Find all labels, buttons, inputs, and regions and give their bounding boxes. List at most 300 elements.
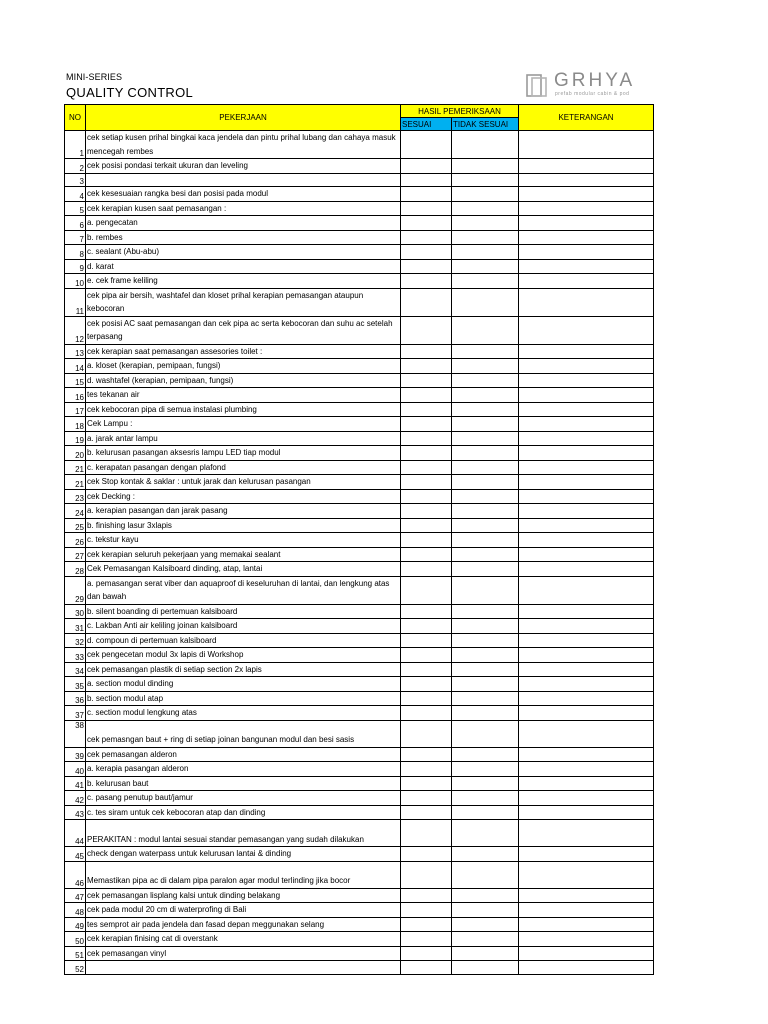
notes-cell[interactable] <box>519 747 654 762</box>
check-not-ok-cell[interactable] <box>452 504 519 519</box>
table-row <box>65 677 654 692</box>
table-row <box>65 373 654 388</box>
row-number: 21 <box>65 460 86 475</box>
table-row <box>65 604 654 619</box>
check-not-ok-cell[interactable] <box>452 216 519 231</box>
check-not-ok-cell[interactable] <box>452 201 519 216</box>
header-not-ok: TIDAK SESUAI <box>452 118 519 131</box>
row-number: 38 <box>65 720 86 747</box>
row-task: Cek Pemasangan Kalsiboard dinding, atap, lantai <box>86 562 401 577</box>
check-not-ok-cell[interactable] <box>452 619 519 634</box>
notes-cell[interactable] <box>519 475 654 490</box>
check-ok-cell[interactable] <box>401 173 452 187</box>
check-not-ok-cell[interactable] <box>452 720 519 747</box>
check-ok-cell[interactable] <box>401 946 452 961</box>
row-task: c. section modul lengkung atas <box>86 706 401 721</box>
check-not-ok-cell[interactable] <box>452 662 519 677</box>
check-not-ok-cell[interactable] <box>452 274 519 289</box>
check-ok-cell[interactable] <box>401 288 452 316</box>
row-task: Memastikan pipa ac di dalam pipa paralon agar modul terlinding jika bocor <box>86 861 401 888</box>
row-task: b. finishing lasur 3xlapis <box>86 518 401 533</box>
notes-cell[interactable] <box>519 847 654 862</box>
notes-cell[interactable] <box>519 805 654 820</box>
check-not-ok-cell[interactable] <box>452 230 519 245</box>
table-row <box>65 359 654 374</box>
notes-cell[interactable] <box>519 159 654 174</box>
check-ok-cell[interactable] <box>401 245 452 260</box>
notes-cell[interactable] <box>519 344 654 359</box>
check-not-ok-cell[interactable] <box>452 460 519 475</box>
row-task: cek posisi pondasi terkait ukuran dan leveling <box>86 159 401 174</box>
row-task: cek pemasangan lisplang kalsi untuk dinding belakang <box>86 888 401 903</box>
row-number: 37 <box>65 706 86 721</box>
notes-cell[interactable] <box>519 706 654 721</box>
table-row <box>65 201 654 216</box>
notes-cell[interactable] <box>519 245 654 260</box>
check-ok-cell[interactable] <box>401 274 452 289</box>
check-ok-cell[interactable] <box>401 216 452 231</box>
check-ok-cell[interactable] <box>401 131 452 159</box>
table-row <box>65 159 654 174</box>
row-task: check dengan waterpass untuk kelurusan lantai & dinding <box>86 847 401 862</box>
row-number: 15 <box>65 373 86 388</box>
notes-cell[interactable] <box>519 373 654 388</box>
row-task: cek kerapian finising cat di overstank <box>86 932 401 947</box>
notes-cell[interactable] <box>519 720 654 747</box>
notes-cell[interactable] <box>519 932 654 947</box>
check-ok-cell[interactable] <box>401 861 452 888</box>
check-not-ok-cell[interactable] <box>452 747 519 762</box>
check-not-ok-cell[interactable] <box>452 576 519 604</box>
row-task: c. kerapatan pasangan dengan plafond <box>86 460 401 475</box>
check-ok-cell[interactable] <box>401 230 452 245</box>
row-number: 36 <box>65 691 86 706</box>
row-task: cek kerapian seluruh pekerjaan yang memakai sealant <box>86 547 401 562</box>
check-ok-cell[interactable] <box>401 932 452 947</box>
check-not-ok-cell[interactable] <box>452 847 519 862</box>
header-result: HASIL PEMERIKSAAN <box>401 105 519 118</box>
row-number: 17 <box>65 402 86 417</box>
row-number: 51 <box>65 946 86 961</box>
row-task: b. rembes <box>86 230 401 245</box>
notes-cell[interactable] <box>519 903 654 918</box>
row-number: 42 <box>65 791 86 806</box>
table-row <box>65 776 654 791</box>
row-task: e. cek frame keliling <box>86 274 401 289</box>
check-not-ok-cell[interactable] <box>452 547 519 562</box>
row-task: cek posisi AC saat pemasangan dan cek pipa ac serta kebocoran dan suhu ac setelah terpasang <box>86 316 401 344</box>
check-not-ok-cell[interactable] <box>452 691 519 706</box>
check-not-ok-cell[interactable] <box>452 316 519 344</box>
check-not-ok-cell[interactable] <box>452 888 519 903</box>
row-task: a. section modul dinding <box>86 677 401 692</box>
table-row <box>65 245 654 260</box>
row-number: 13 <box>65 344 86 359</box>
row-number: 14 <box>65 359 86 374</box>
row-number: 20 <box>65 446 86 461</box>
table-row <box>65 518 654 533</box>
check-ok-cell[interactable] <box>401 619 452 634</box>
check-not-ok-cell[interactable] <box>452 706 519 721</box>
row-task: cek pemasngan baut + ring di setiap joinan bangunan modul dan besi sasis <box>86 720 401 747</box>
row-task: b. kelurusan baut <box>86 776 401 791</box>
table-row <box>65 489 654 504</box>
notes-cell[interactable] <box>519 547 654 562</box>
table-row <box>65 460 654 475</box>
check-ok-cell[interactable] <box>401 961 452 975</box>
check-ok-cell[interactable] <box>401 201 452 216</box>
document-subtitle: MINI-SERIES <box>66 72 123 82</box>
check-ok-cell[interactable] <box>401 446 452 461</box>
row-number: 29 <box>65 576 86 604</box>
row-number: 4 <box>65 187 86 202</box>
check-ok-cell[interactable] <box>401 720 452 747</box>
check-ok-cell[interactable] <box>401 431 452 446</box>
check-ok-cell[interactable] <box>401 917 452 932</box>
check-not-ok-cell[interactable] <box>452 388 519 403</box>
row-number: 5 <box>65 201 86 216</box>
check-ok-cell[interactable] <box>401 187 452 202</box>
check-not-ok-cell[interactable] <box>452 446 519 461</box>
row-task: tes semprot air pada jendela dan fasad depan meggunakan selang <box>86 917 401 932</box>
notes-cell[interactable] <box>519 917 654 932</box>
check-not-ok-cell[interactable] <box>452 187 519 202</box>
notes-cell[interactable] <box>519 633 654 648</box>
header-no: NO <box>65 105 86 131</box>
row-number: 41 <box>65 776 86 791</box>
row-task: d. karat <box>86 259 401 274</box>
table-row <box>65 847 654 862</box>
notes-cell[interactable] <box>519 604 654 619</box>
check-ok-cell[interactable] <box>401 747 452 762</box>
check-ok-cell[interactable] <box>401 791 452 806</box>
check-not-ok-cell[interactable] <box>452 946 519 961</box>
notes-cell[interactable] <box>519 562 654 577</box>
notes-cell[interactable] <box>519 518 654 533</box>
row-task: a. kloset (kerapian, pemipaan, fungsi) <box>86 359 401 374</box>
notes-cell[interactable] <box>519 504 654 519</box>
table-row <box>65 131 654 159</box>
check-not-ok-cell[interactable] <box>452 518 519 533</box>
row-number: 3 <box>65 173 86 187</box>
notes-cell[interactable] <box>519 861 654 888</box>
check-not-ok-cell[interactable] <box>452 932 519 947</box>
check-ok-cell[interactable] <box>401 847 452 862</box>
notes-cell[interactable] <box>519 402 654 417</box>
check-ok-cell[interactable] <box>401 805 452 820</box>
check-not-ok-cell[interactable] <box>452 533 519 548</box>
check-ok-cell[interactable] <box>401 504 452 519</box>
row-task: cek kerapian saat pemasangan assesories toilet : <box>86 344 401 359</box>
notes-cell[interactable] <box>519 662 654 677</box>
row-number: 50 <box>65 932 86 947</box>
notes-cell[interactable] <box>519 691 654 706</box>
table-row <box>65 230 654 245</box>
row-number: 18 <box>65 417 86 432</box>
header-notes: KETERANGAN <box>519 105 654 131</box>
table-row <box>65 706 654 721</box>
table-row <box>65 187 654 202</box>
row-task: c. sealant (Abu-abu) <box>86 245 401 260</box>
row-number: 12 <box>65 316 86 344</box>
row-task: b. section modul atap <box>86 691 401 706</box>
row-task: a. jarak antar lampu <box>86 431 401 446</box>
notes-cell[interactable] <box>519 576 654 604</box>
check-not-ok-cell[interactable] <box>452 917 519 932</box>
row-number: 1 <box>65 131 86 159</box>
row-number: 23 <box>65 489 86 504</box>
logo-wordmark: GRHYA <box>554 70 636 91</box>
check-ok-cell[interactable] <box>401 604 452 619</box>
row-number: 30 <box>65 604 86 619</box>
table-row <box>65 961 654 975</box>
row-task: c. Lakban Anti air keliling joinan kalsiboard <box>86 619 401 634</box>
row-number: 8 <box>65 245 86 260</box>
row-number: 33 <box>65 648 86 663</box>
row-task: cek kesesuaian rangka besi dan posisi pada modul <box>86 187 401 202</box>
row-number: 26 <box>65 533 86 548</box>
row-number: 32 <box>65 633 86 648</box>
check-not-ok-cell[interactable] <box>452 431 519 446</box>
check-ok-cell[interactable] <box>401 677 452 692</box>
check-ok-cell[interactable] <box>401 489 452 504</box>
row-task: b. silent boanding di pertemuan kalsiboard <box>86 604 401 619</box>
row-task: cek setiap kusen prihal bingkai kaca jendela dan pintu prihal lubang dan cahaya masuk mencegah rembes <box>86 131 401 159</box>
check-not-ok-cell[interactable] <box>452 776 519 791</box>
check-ok-cell[interactable] <box>401 576 452 604</box>
check-ok-cell[interactable] <box>401 547 452 562</box>
notes-cell[interactable] <box>519 173 654 187</box>
document-title: QUALITY CONTROL <box>66 85 194 100</box>
table-row <box>65 888 654 903</box>
header-ok: SESUAI <box>401 118 452 131</box>
table-row <box>65 619 654 634</box>
notes-cell[interactable] <box>519 791 654 806</box>
row-number: 39 <box>65 747 86 762</box>
row-number: 11 <box>65 288 86 316</box>
check-ok-cell[interactable] <box>401 359 452 374</box>
check-ok-cell[interactable] <box>401 888 452 903</box>
check-not-ok-cell[interactable] <box>452 489 519 504</box>
notes-cell[interactable] <box>519 288 654 316</box>
check-ok-cell[interactable] <box>401 475 452 490</box>
table-row <box>65 446 654 461</box>
quality-control-table <box>64 104 654 975</box>
table-row <box>65 388 654 403</box>
check-not-ok-cell[interactable] <box>452 805 519 820</box>
row-number: 25 <box>65 518 86 533</box>
row-task: a. kerapia pasangan alderon <box>86 762 401 777</box>
notes-cell[interactable] <box>519 677 654 692</box>
table-row <box>65 288 654 316</box>
check-not-ok-cell[interactable] <box>452 288 519 316</box>
table-row <box>65 316 654 344</box>
row-task: cek pemasangan plastik di setiap section 2x lapis <box>86 662 401 677</box>
check-ok-cell[interactable] <box>401 344 452 359</box>
check-not-ok-cell[interactable] <box>452 562 519 577</box>
notes-cell[interactable] <box>519 648 654 663</box>
notes-cell[interactable] <box>519 187 654 202</box>
notes-cell[interactable] <box>519 820 654 847</box>
notes-cell[interactable] <box>519 776 654 791</box>
notes-cell[interactable] <box>519 359 654 374</box>
row-number: 49 <box>65 917 86 932</box>
check-not-ok-cell[interactable] <box>452 402 519 417</box>
row-task <box>86 961 401 975</box>
check-ok-cell[interactable] <box>401 633 452 648</box>
row-task: d. compoun di pertemuan kalsiboard <box>86 633 401 648</box>
check-ok-cell[interactable] <box>401 373 452 388</box>
row-number: 43 <box>65 805 86 820</box>
table-row <box>65 547 654 562</box>
check-not-ok-cell[interactable] <box>452 961 519 975</box>
table-row <box>65 917 654 932</box>
row-number: 16 <box>65 388 86 403</box>
check-ok-cell[interactable] <box>401 518 452 533</box>
table-row <box>65 274 654 289</box>
notes-cell[interactable] <box>519 230 654 245</box>
row-task: cek pada modul 20 cm di waterprofing di Bali <box>86 903 401 918</box>
table-row <box>65 720 654 747</box>
check-not-ok-cell[interactable] <box>452 903 519 918</box>
check-ok-cell[interactable] <box>401 402 452 417</box>
row-number: 46 <box>65 861 86 888</box>
notes-cell[interactable] <box>519 259 654 274</box>
row-task <box>86 173 401 187</box>
notes-cell[interactable] <box>519 888 654 903</box>
check-ok-cell[interactable] <box>401 316 452 344</box>
check-not-ok-cell[interactable] <box>452 633 519 648</box>
check-ok-cell[interactable] <box>401 460 452 475</box>
table-row <box>65 576 654 604</box>
logo-tagline: prefab modular cabin & pod <box>555 91 630 97</box>
notes-cell[interactable] <box>519 446 654 461</box>
check-ok-cell[interactable] <box>401 762 452 777</box>
check-not-ok-cell[interactable] <box>452 475 519 490</box>
row-number: 31 <box>65 619 86 634</box>
check-ok-cell[interactable] <box>401 648 452 663</box>
notes-cell[interactable] <box>519 316 654 344</box>
row-task: a. pemasangan serat viber dan aquaproof di keseluruhan di lantai, dan lengkung atas dan bawah <box>86 576 401 604</box>
row-number: 34 <box>65 662 86 677</box>
check-not-ok-cell[interactable] <box>452 359 519 374</box>
row-number: 35 <box>65 677 86 692</box>
row-task: cek kerapian kusen saat pemasangan : <box>86 201 401 216</box>
notes-cell[interactable] <box>519 201 654 216</box>
notes-cell[interactable] <box>519 533 654 548</box>
notes-cell[interactable] <box>519 131 654 159</box>
row-task: c. tes siram untuk cek kebocoran atap dan dinding <box>86 805 401 820</box>
row-task: cek kebocoran pipa di semua instalasi plumbing <box>86 402 401 417</box>
check-ok-cell[interactable] <box>401 776 452 791</box>
row-number: 2 <box>65 159 86 174</box>
check-ok-cell[interactable] <box>401 820 452 847</box>
company-logo <box>524 72 648 100</box>
check-not-ok-cell[interactable] <box>452 677 519 692</box>
check-ok-cell[interactable] <box>401 903 452 918</box>
row-task: cek pemasangan vinyl <box>86 946 401 961</box>
table-row <box>65 475 654 490</box>
row-number: 52 <box>65 961 86 975</box>
table-row <box>65 805 654 820</box>
notes-cell[interactable] <box>519 417 654 432</box>
check-not-ok-cell[interactable] <box>452 861 519 888</box>
check-ok-cell[interactable] <box>401 388 452 403</box>
table-row <box>65 861 654 888</box>
check-ok-cell[interactable] <box>401 159 452 174</box>
notes-cell[interactable] <box>519 946 654 961</box>
check-not-ok-cell[interactable] <box>452 648 519 663</box>
table-row <box>65 747 654 762</box>
table-row <box>65 946 654 961</box>
check-not-ok-cell[interactable] <box>452 159 519 174</box>
row-task: Cek Lampu : <box>86 417 401 432</box>
check-not-ok-cell[interactable] <box>452 762 519 777</box>
check-not-ok-cell[interactable] <box>452 173 519 187</box>
check-ok-cell[interactable] <box>401 691 452 706</box>
row-task: cek Decking : <box>86 489 401 504</box>
row-task: a. pengecatan <box>86 216 401 231</box>
check-ok-cell[interactable] <box>401 562 452 577</box>
notes-cell[interactable] <box>519 216 654 231</box>
row-task: cek pipa air bersih, washtafel dan kloset prihal kerapian pemasangan ataupun kebocoran <box>86 288 401 316</box>
row-number: 48 <box>65 903 86 918</box>
row-number: 45 <box>65 847 86 862</box>
notes-cell[interactable] <box>519 274 654 289</box>
check-ok-cell[interactable] <box>401 533 452 548</box>
check-ok-cell[interactable] <box>401 706 452 721</box>
row-number: 27 <box>65 547 86 562</box>
notes-cell[interactable] <box>519 619 654 634</box>
table-row <box>65 344 654 359</box>
check-not-ok-cell[interactable] <box>452 373 519 388</box>
check-ok-cell[interactable] <box>401 662 452 677</box>
table-row <box>65 504 654 519</box>
notes-cell[interactable] <box>519 489 654 504</box>
row-task: a. kerapian pasangan dan jarak pasang <box>86 504 401 519</box>
table-row <box>65 762 654 777</box>
check-not-ok-cell[interactable] <box>452 259 519 274</box>
table-row <box>65 562 654 577</box>
row-task: PERAKITAN : modul lantai sesuai standar pemasangan yang sudah dilakukan <box>86 820 401 847</box>
notes-cell[interactable] <box>519 460 654 475</box>
table-row <box>65 820 654 847</box>
row-number: 44 <box>65 820 86 847</box>
check-not-ok-cell[interactable] <box>452 417 519 432</box>
table-row <box>65 259 654 274</box>
check-not-ok-cell[interactable] <box>452 131 519 159</box>
check-ok-cell[interactable] <box>401 417 452 432</box>
check-not-ok-cell[interactable] <box>452 245 519 260</box>
row-number: 47 <box>65 888 86 903</box>
notes-cell[interactable] <box>519 961 654 975</box>
notes-cell[interactable] <box>519 762 654 777</box>
check-not-ok-cell[interactable] <box>452 791 519 806</box>
table-row <box>65 402 654 417</box>
row-number: 21 <box>65 475 86 490</box>
table-row <box>65 417 654 432</box>
check-ok-cell[interactable] <box>401 259 452 274</box>
check-not-ok-cell[interactable] <box>452 344 519 359</box>
check-not-ok-cell[interactable] <box>452 820 519 847</box>
table-row <box>65 216 654 231</box>
notes-cell[interactable] <box>519 431 654 446</box>
check-not-ok-cell[interactable] <box>452 604 519 619</box>
table-row <box>65 691 654 706</box>
row-task: d. washtafel (kerapian, pemipaan, fungsi) <box>86 373 401 388</box>
row-number: 24 <box>65 504 86 519</box>
notes-cell[interactable] <box>519 388 654 403</box>
